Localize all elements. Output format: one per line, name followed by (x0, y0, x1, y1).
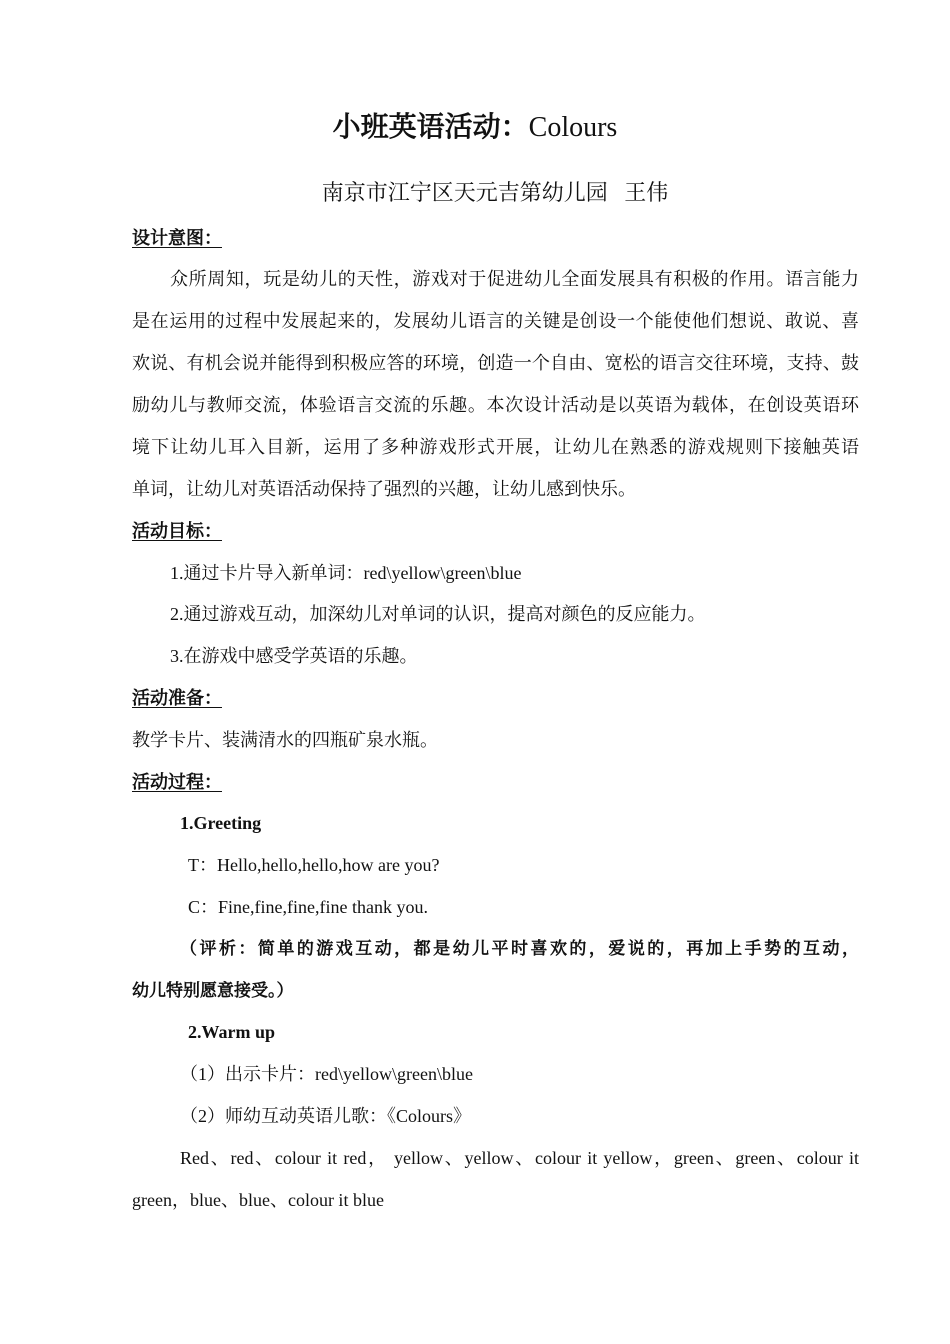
design-line-3: 欢说、有机会说并能得到积极应答的环境，创造一个自由、宽松的语言交往环境，支持、鼓 (132, 353, 859, 373)
goal-1: 1.通过卡片导入新单词：red\yellow\green\blue (170, 563, 522, 583)
song-line-2: green，blue、blue、colour it blue (132, 1190, 384, 1210)
title-english: Colours (528, 112, 618, 143)
goal-3: 3.在游戏中感受学英语的乐趣。 (170, 646, 418, 666)
step1-children-line: C：Fine,fine,fine,fine thank you. (188, 897, 428, 917)
step2-item-1: （1）出示卡片：red\yellow\green\blue (180, 1064, 473, 1084)
song-line-1: Red、red、colour it red， yellow、yellow、colour it yellow，green、green、colour it (180, 1148, 859, 1168)
document-title (0, 108, 950, 148)
prep-heading: 活动准备： (132, 688, 222, 708)
step1-title: 1.Greeting (180, 813, 262, 833)
comment-line-2: 幼儿特别愿意接受。） (132, 981, 294, 1000)
process-heading: 活动过程： (132, 772, 222, 792)
design-line-2: 是在运用的过程中发展起来的，发展幼儿语言的关键是创设一个能使他们想说、敢说、喜 (132, 311, 859, 331)
comment-line-1: （评析：简单的游戏互动，都是幼儿平时喜欢的，爱说的，再加上手势的互动， (180, 939, 859, 958)
step1-teacher-line: T：Hello,hello,hello,how are you? (188, 855, 440, 875)
goals-heading: 活动目标： (132, 521, 222, 541)
step2-title: 2.Warm up (188, 1022, 276, 1042)
design-line-1: 众所周知，玩是幼儿的天性，游戏对于促进幼儿全面发展具有积极的作用。语言能力 (170, 269, 859, 289)
design-line-4: 励幼儿与教师交流，体验语言交流的乐趣。本次设计活动是以英语为载体，在创设英语环 (132, 395, 859, 415)
author-line: 南京市江宁区天元吉第幼儿园 王伟 (321, 180, 669, 205)
title-chinese: 小班英语活动： (332, 112, 529, 143)
design-line-5: 境下让幼儿耳入目新，运用了多种游戏形式开展，让幼儿在熟悉的游戏规则下接触英语 (132, 437, 859, 457)
design-heading: 设计意图： (132, 228, 222, 248)
prep-text: 教学卡片、装满清水的四瓶矿泉水瓶。 (132, 730, 438, 750)
step2-item-2: （2）师幼互动英语儿歌：《Colours》 (180, 1106, 472, 1126)
goal-2: 2.通过游戏互动，加深幼儿对单词的认识，提高对颜色的反应能力。 (170, 604, 706, 624)
design-line-6: 单词，让幼儿对英语活动保持了强烈的兴趣，让幼儿感到快乐。 (132, 479, 636, 499)
